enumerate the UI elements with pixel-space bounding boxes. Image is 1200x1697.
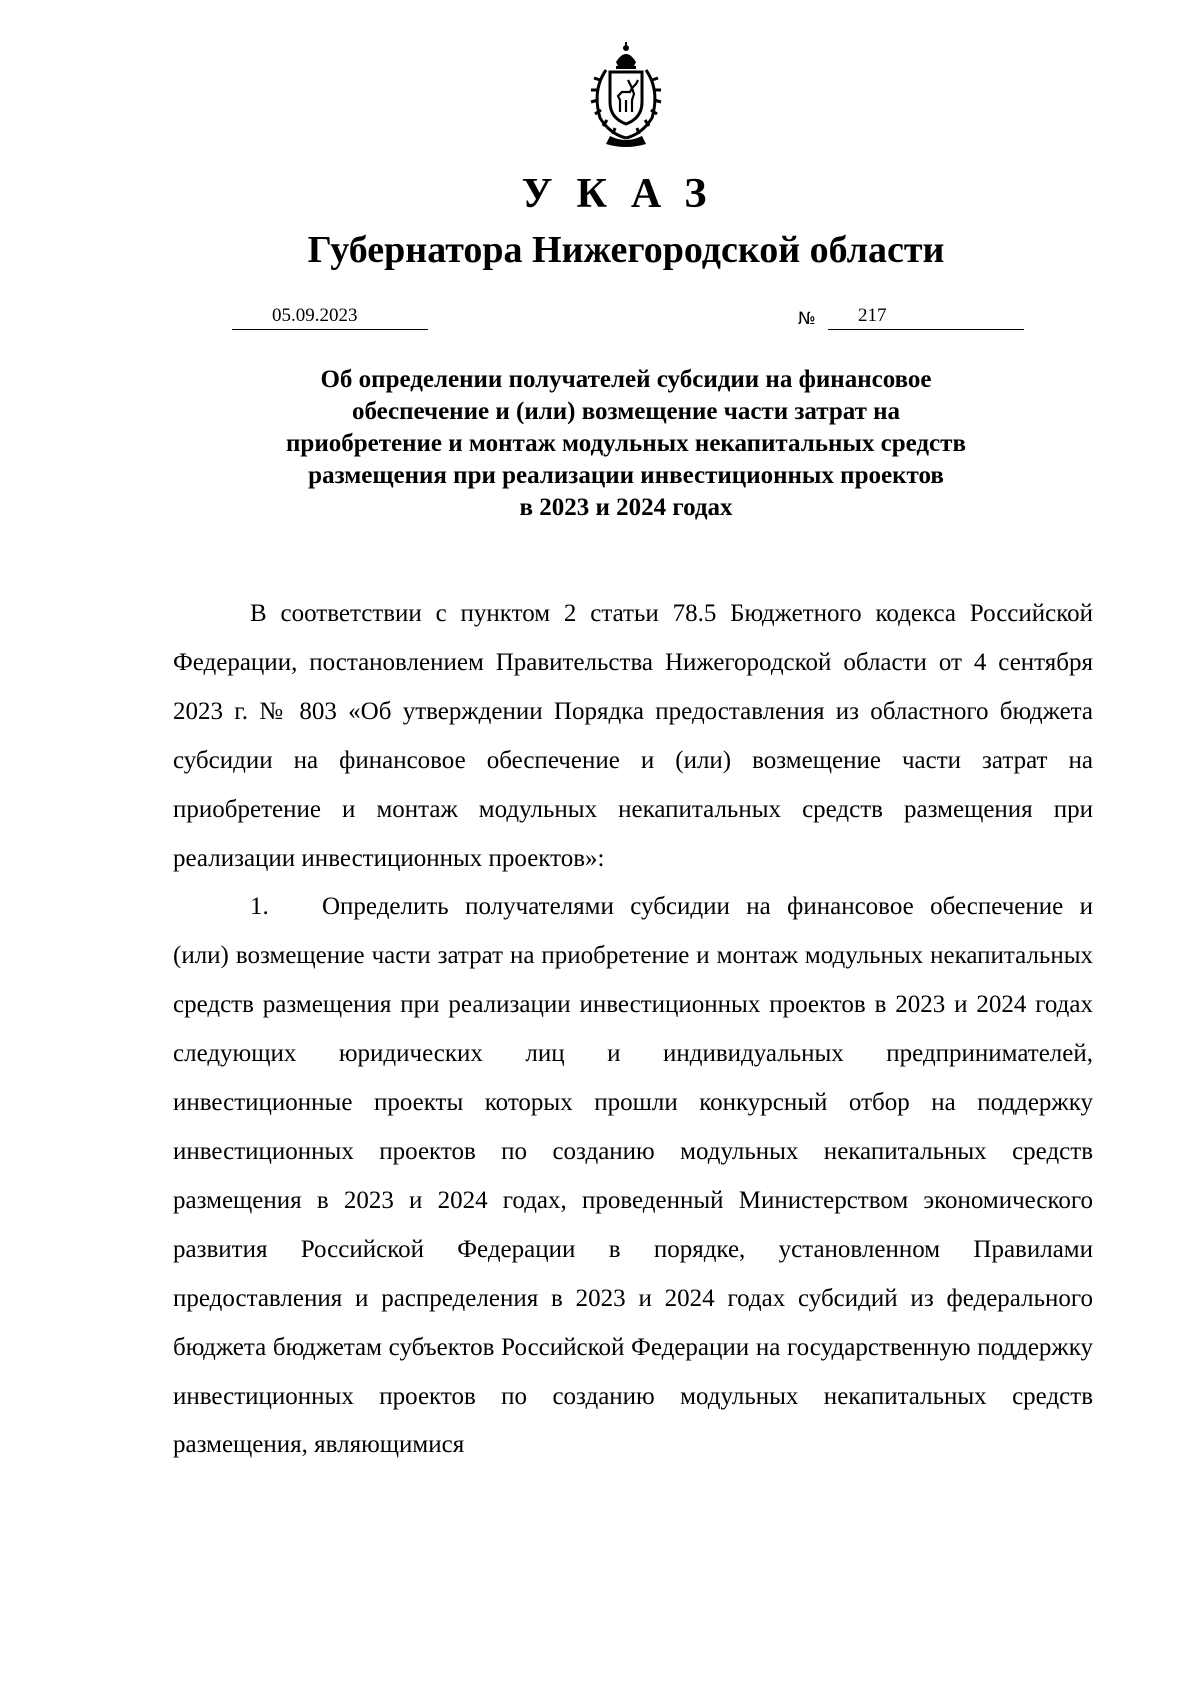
coat-of-arms-icon — [570, 40, 682, 152]
item-1-text: Определить получателями субсидии на финансовое обеспечение и (или) возмещение части затрат на приобретение и монтаж модульных некапитальных средств размещения при реализации инвестиционных проектов в 2023 и 2024 годах следующих юридических лиц и индивидуальных предпринимателей, инвестиционные проекты которых прошли конкурсный отбор на поддержку инвестиционных проектов по созданию модульных некапитальных средств размещения в 2023 и 2024 годах, проведенный Министерством экономического развития Российской Федерации в порядке, установленном Правилами предоставления и распределения в 2023 и 2024 годах субсидий из федерального бюджета бюджетам субъектов Российской Федерации на государственную поддержку инвестиционных проектов по созданию модульных некапитальных средств размещения, являющимися — [173, 893, 1093, 1459]
decree-body — [173, 590, 1093, 1470]
preamble-paragraph: В соответствии с пунктом 2 статьи 78.5 Бюджетного кодекса Российской Федерации, постановлением Правительства Нижегородской области от 4 сентября 2023 г. № 803 «Об утверждении Порядка предоставления из областного бюджета субсидии на финансовое обеспечение и (или) возмещение части затрат на приобретение и монтаж модульных некапитальных средств размещения при реализации инвестиционных проектов»: — [173, 600, 1093, 872]
decree-subject — [200, 364, 1052, 524]
number-label: № — [798, 309, 816, 329]
subject-line: приобретение и монтаж модульных некапитальных средств — [286, 430, 966, 457]
item-1-paragraph — [173, 883, 1093, 1470]
issuer-title: Губернатора Нижегородской области — [307, 229, 945, 271]
subject-line: Об определении получателей субсидии на финансовое — [320, 366, 932, 393]
decree-number: 217 — [828, 305, 1024, 330]
decree-date: 05.09.2023 — [232, 305, 428, 330]
subject-line: размещения при реализации инвестиционных проектов — [308, 462, 944, 489]
subject-line: в 2023 и 2024 годах — [519, 494, 733, 521]
decree-title: УКАЗ — [521, 171, 731, 217]
item-1-number: 1. — [250, 893, 269, 921]
subject-line: обеспечение и (или) возмещение части затрат на — [351, 398, 901, 425]
